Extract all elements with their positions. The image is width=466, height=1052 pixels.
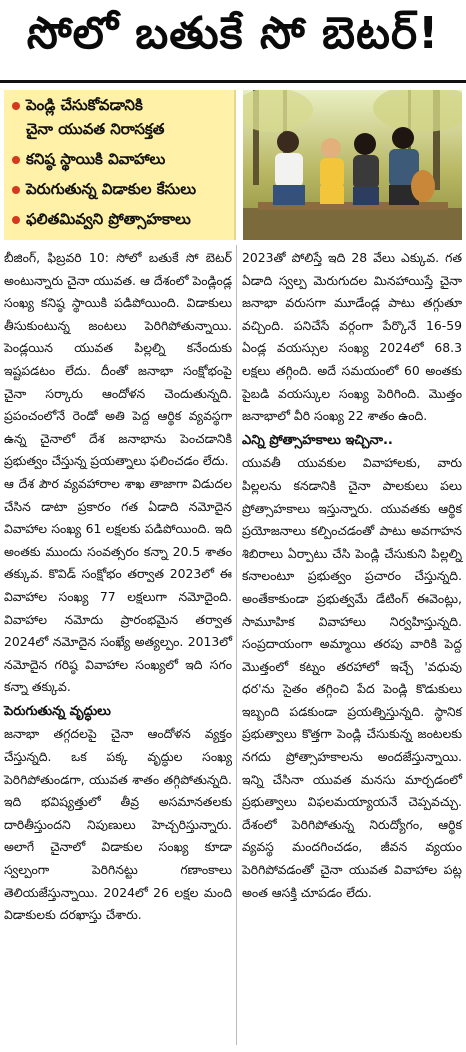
highlight-item: ఫలితమివ్వని ప్రోత్సాహకాలు <box>12 210 191 228</box>
highlights-box <box>4 90 236 240</box>
subheading: ఎన్ని ప్రోత్సాహకాలు ఇచ్చినా.. <box>242 432 393 448</box>
highlight-item-cont: చైనా యువత నిరాసక్తత <box>26 120 165 138</box>
headline-rule <box>0 80 466 83</box>
paragraph: జనాభా తగ్గదలపై చైనా ఆందోళన వ్యక్తం చేస్తున్నది. ఒక పక్క వృద్ధుల సంఖ్య పెరిగిపోతుండగా, యువత శాతం తగ్గిపోతున్నది. ఇది భవిష్యత్తులో తీవ్ర అసమానతలకు దారితీస్తుందని నిపుణులు హెచ్చరిస్తున్నారు. అలాగే చైనాలో విడాకుల సంఖ్య కూడా స్వల్పంగా పెరిగినట్టు గణాంకాలు తెలియజేస్తున్నాయి. 2024లో 26 లక్షల మంది విడాకులకు దరఖాస్తు చేశారు. <box>4 726 232 923</box>
photo-illustration <box>243 90 462 240</box>
paragraph: యువతీ యువకుల వివాహాలకు, వారు పిల్లలను కనడానికి చైనా పాలకులు పలు ప్రోత్సాహకాలు ఇస్తున్నారు. యువతకు ఆర్థిక ప్రయోజనాలు కల్పించడంతో పాటు అవగాహన శిబిరాలు ఏర్పాటు చేసి పెండ్లి చేసుకుని పిల్లల్ని కనాలంటూ ప్రభుత్వం ప్రచారం చేస్తున్నది. అంతేకాకుండా ప్రభుత్వమే డేటింగ్ ఈవెంట్లు, సామూహిక వివాహాలు నిర్వహిస్తున్నది. సంప్రదాయంగా అమ్మాయి తరపు వారికి పెద్ద మొత్తంలో కట్నం తరహాలో ఇచ్చే 'వధువు ధర'ను సైతం తగ్గించి పేద పెండ్లి కొడుకులు ఇబ్బంది పడకుండా ప్రయత్నిస్తున్నది. స్థానిక ప్రభుత్వాలు కొత్తగా పెండ్లి చేసుకున్న జంటలకు నగదు ప్రోత్సాహకాలను అందజేస్తున్నాయి. ఇన్ని చేసినా యువత మనసు మార్చడంలో ప్రభుత్వాలు విఫలమయ్యాయనే చెప్పవచ్చు. దేశంలో పెరిగిపోతున్న నిరుద్యోగం, ఆర్థిక వ్యవస్థ మందగించడం, జీవన వ్యయం పెరిగిపోవడంతో చైనా యువత వివాహాల పట్ల అంత ఆసక్తి చూపడం లేదు. <box>242 455 462 900</box>
column-divider <box>236 245 237 1045</box>
article-photo <box>243 90 462 240</box>
paragraph: బీజింగ్, ఫిబ్రవరి 10: సోలో బతుకే సో బెటర్ అంటున్నారు చైనా యువత. ఆ దేశంలో పెండ్లిండ్ల సంఖ్య కనిష్ఠ స్థాయికి పడిపోయింది. విడాకులు తీసుకుంటున్న జంటలు పెరిగిపోతున్నాయి. పెండ్లయిన యువత పిల్లల్ని కనేందుకు ఇష్టపడటం లేదు. దీంతో జనాభా సంక్షోభంపై చైనా సర్కారు ఆందోళన చెందుతున్నది. ప్రపంచంలోనే రెండో అతి పెద్ద ఆర్థిక వ్యవస్థగా ఉన్న చైనాలో దేశ జనాభాను పెంచడానికి ప్రభుత్వం చేస్తున్న ప్రయత్నాలు ఫలించడం లేదు. <box>4 250 232 469</box>
highlight-item: పెరుగుతున్న విడాకుల కేసులు <box>12 180 196 198</box>
bullet-dot-icon <box>12 216 20 224</box>
paragraph: ఆ దేశ పౌర వ్యవహారాల శాఖ తాజాగా విడుదల చేసిన డాటా ప్రకారం గత ఏడాది నమోదైన వివాహాల సంఖ్య 61 లక్షలకు పడిపోయింది. ఇది అంతకు ముందు సంవత్సరం కన్నా 20.5 శాతం తక్కువ. కొవిడ్ సంక్షోభం తర్వాత 2023లో ఈ వివాహాల సంఖ్య 77 లక్షలుగా నమోదైంది. వివాహాల నమోదు ప్రారంభమైన తర్వాత 2024లో నమోదైన సంఖ్యే అత్యల్పం. 2013లో నమోదైన గరిష్ఠ వివాహాల సంఖ్యలో ఇది సగం కన్నా తక్కువ. <box>4 475 232 695</box>
bullet-dot-icon <box>12 156 20 164</box>
article-column-2 <box>242 247 462 904</box>
highlight-item: కనిష్ఠ స్థాయికి వివాహాలు <box>12 150 165 168</box>
article-column-1 <box>4 247 232 927</box>
headline: సోలో బతుకే సో బెటర్! <box>26 8 440 59</box>
highlight-item: పెండ్లి చేసుకోవడానికి <box>12 96 143 114</box>
bullet-dot-icon <box>12 102 20 110</box>
subheading: పెరుగుతున్న వృద్ధులు <box>4 703 111 719</box>
bullet-dot-icon <box>12 186 20 194</box>
paragraph: 2023తో పోలిస్తే ఇది 28 వేలు ఎక్కువ. గత ఏడాది స్వల్ప మెరుగుదల మినహాయిస్తే చైనా జనాభా వరుసగా మూడేండ్ల పాటు తగ్గుతూ వచ్చింది. పనిచేసే వర్గంగా పేర్కొనే 16-59 ఏండ్ల వయస్సుల సంఖ్య 2024లో 68.3 లక్షలు తగ్గింది. అదే సమయంలో 60 అంతకు పైబడి వయస్కుల సంఖ్య పెరిగింది. మొత్తం జనాభాలో వీరి సంఖ్య 22 శాతం ఉంది. <box>242 250 462 424</box>
